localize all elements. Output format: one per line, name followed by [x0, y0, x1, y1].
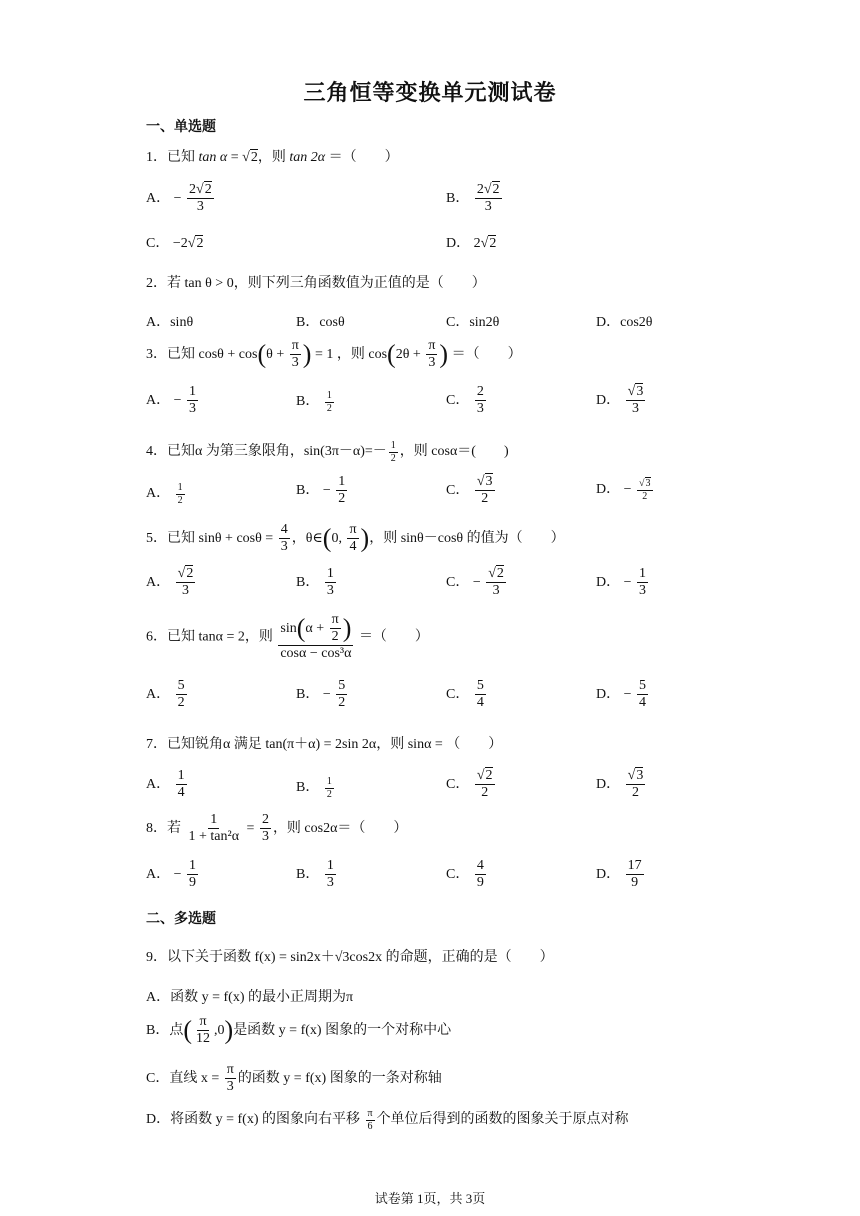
question-5: 5．已知 sinθ + cosθ = $\frac{4}{3}$ ，θ∈(0, $\frac{\pi}{4}$ )，则 sinθ－cosθ 的值为（ ）	[146, 522, 565, 555]
q3-option-d: D． $\frac{√3}{3}$	[596, 384, 644, 417]
q2-option-a: A．sinθ	[146, 315, 194, 330]
question-7: 7．已知锐角α 满足 tan(π＋α) = 2sin 2α，则 sinα = （ ）	[146, 737, 503, 752]
q1-option-d: D． 2√2	[446, 236, 497, 251]
q1-option-c: C． −2√2	[146, 236, 204, 251]
q7-option-b: B． $\frac{1}{2}$	[296, 776, 332, 800]
question-3: 3．已知 cosθ + cos(θ + $\frac{\pi}{3}$ ) = 1 ，则 cos(2θ + $\frac{\pi}{3}$ ) ＝（ ）	[146, 338, 522, 371]
q7-option-d: D． $\frac{√3}{2}$	[596, 768, 644, 801]
q6-option-a: A． $\frac{5}{2}$	[146, 678, 185, 711]
q3-option-c: C． $\frac{2}{3}$	[446, 384, 484, 417]
q2-option-d: D．cos2θ	[596, 315, 653, 330]
page-footer: 试卷第 1页，共 3页	[374, 1191, 486, 1206]
q7-option-a: A． $\frac{1}{4}$	[146, 768, 185, 801]
q8-option-a: A． − $\frac{1}{9}$	[146, 858, 197, 891]
q8-option-d: D． $\frac{17}{9}$	[596, 858, 642, 891]
q5-option-a: A． $\frac{√2}{3}$	[146, 566, 194, 599]
q9-option-d: D．将函数 y = f(x) 的图象向右平移 $\frac{\pi}{6}$ 个单位后得到的函数的图象关于原点对称	[146, 1108, 629, 1132]
q2-option-b: B．cosθ	[296, 315, 345, 330]
question-1: 1．已知 tan α = √2，则 tan 2α ＝（ ）	[146, 150, 399, 165]
q9-option-a: A．函数 y = f(x) 的最小正周期为π	[146, 990, 354, 1005]
q7-option-c: C． $\frac{√2}{2}$	[446, 768, 493, 801]
q4-option-c: C． $\frac{√3}{2}$	[446, 474, 493, 507]
q2-option-c: C．sin2θ	[446, 315, 500, 330]
q3-option-a: A． − $\frac{1}{3}$	[146, 384, 197, 417]
q9-option-c: C．直线 x = $\frac{\pi}{3}$ 的函数 y = f(x) 图象的一条对称轴	[146, 1062, 442, 1095]
q4-option-d: D． − $\frac{√3}{2}$	[596, 478, 651, 502]
question-4: 4．已知α 为第三象限角，sin(3π－α)=－ $\frac{1}{2}$ ，则 cosα＝( )	[146, 440, 509, 464]
q1-option-a: A． − $\frac{2√2}{3}$	[146, 182, 212, 215]
q4-option-b: B． − $\frac{1}{2}$	[296, 474, 346, 507]
question-6: 6．已知 tanα = 2，则 sin(α + $\frac{\pi}{2}$ ) cosα − cos³α ＝（ ）	[146, 612, 429, 662]
question-9: 9．以下关于函数 f(x) = sin2x＋√3cos2x 的命题，正确的是（ ）	[146, 950, 554, 965]
q5-option-b: B． $\frac{1}{3}$	[296, 566, 334, 599]
q4-option-a: A． $\frac{1}{2}$	[146, 482, 183, 506]
question-2: 2．若 tan θ > 0，则下列三角函数值为正值的是（ ）	[146, 276, 486, 291]
page-title: 三角恒等变换单元测试卷	[303, 81, 557, 106]
q3-option-b: B． $\frac{1}{2}$	[296, 390, 332, 414]
q8-option-b: B． $\frac{1}{3}$	[296, 858, 334, 891]
q6-option-b: B． − $\frac{5}{2}$	[296, 678, 346, 711]
section-heading-multi-choice: 二、多选题	[146, 911, 216, 927]
section-heading-single-choice: 一、单选题	[146, 119, 216, 135]
q8-option-c: C． $\frac{4}{9}$	[446, 858, 484, 891]
q1-option-b: B． $\frac{2√2}{3}$	[446, 182, 500, 215]
question-8: 8．若 $\frac{1}{\text{1 + tan²α}}$ = $\frac{2}{3}$ ，则 cos2α＝（ ）	[146, 812, 408, 845]
q5-option-d: D． − $\frac{1}{3}$	[596, 566, 647, 599]
q9-option-b: B．点( $\frac{\pi}{12}$ ,0)是函数 y = f(x) 图象的一个对称中心	[146, 1014, 452, 1047]
q6-option-d: D． − $\frac{5}{4}$	[596, 678, 647, 711]
q5-option-c: C． − $\frac{√2}{3}$	[446, 566, 504, 599]
q6-option-c: C． $\frac{5}{4}$	[446, 678, 484, 711]
